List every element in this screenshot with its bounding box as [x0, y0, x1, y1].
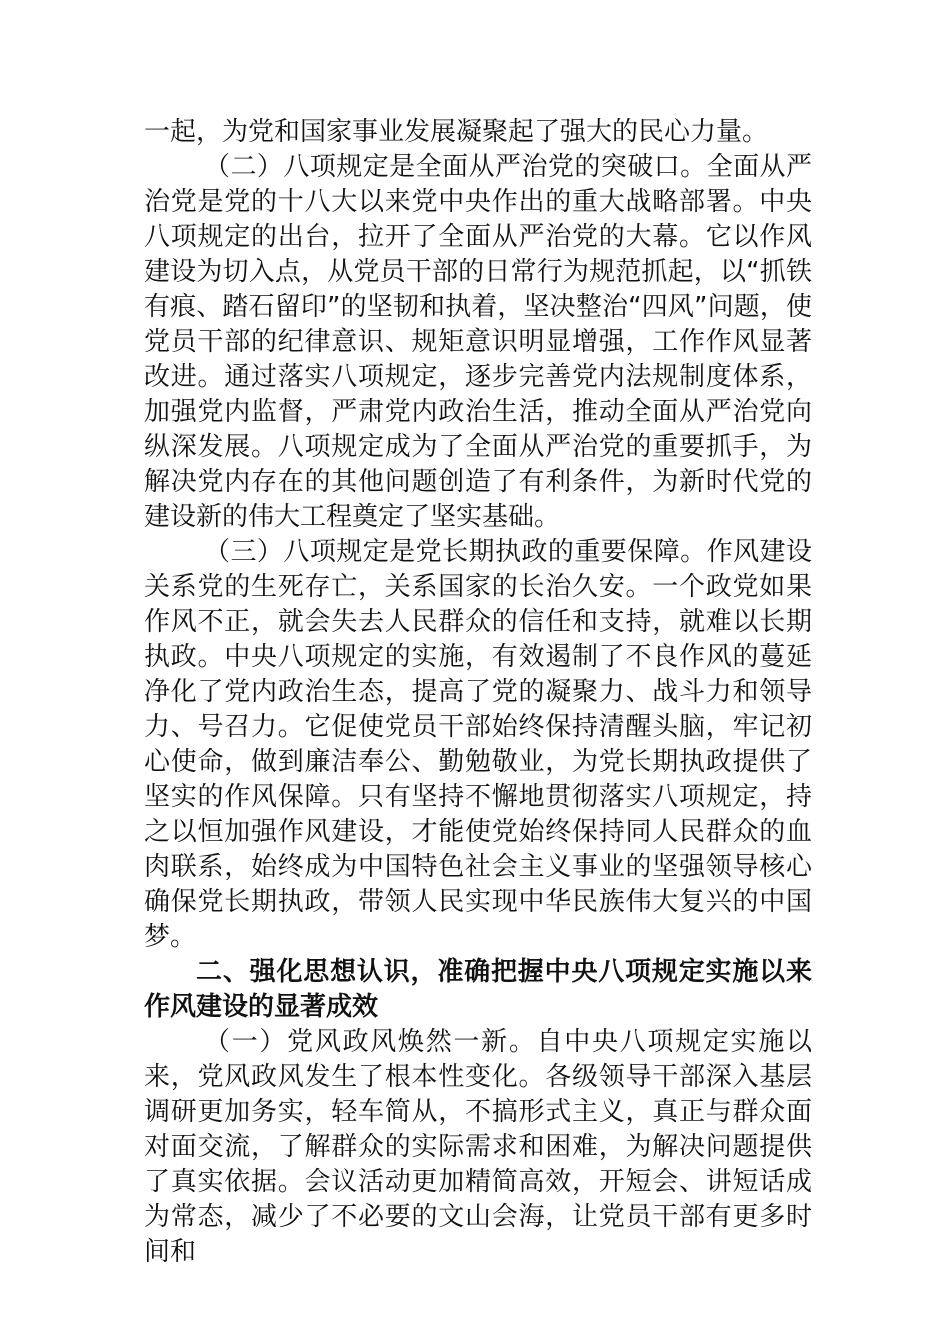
- paragraph-continuation: 一起，为党和国家事业发展凝聚起了强大的民心力量。: [144, 117, 769, 147]
- paragraph-point-three: （三）八项规定是党长期执政的重要保障。作风建设关系党的生死存亡，关系国家的长治久安。一个政党如果作风不正，就会失去人民群众的信任和支持，就难以长期执政。中央八项规定的实施，有效遏制了不良作风的蔓延净化了党内政治生态，提高了党的凝聚力、战斗力和领导力、号召力。它促使党员干部始终保持清醒头脑，牢记初心使命，做到廉洁奉公、勤勉敬业，为党长期执政提供了坚实的作风保障。只有坚持不懈地贯彻落实八项规定，持之以恒加强作风建设，才能使党始终保持同人民群众的血肉联系，始终成为中国特色社会主义事业的坚强领导核心确保党长期执政，带领人民实现中华民族伟大复兴的中国梦。: [144, 537, 812, 952]
- document-body: [144, 115, 812, 1270]
- paragraph-point-two: （二）八项规定是全面从严治党的突破口。全面从严治党是党的十八大以来党中央作出的重大战略部署。中央八项规定的出台，拉开了全面从严治党的大幕。它以作风建设为切入点，从党员干部的日常行为规范抓起，以“抓铁有痕、踏石留印”的坚韧和执着，坚决整治“四风”问题，使党员干部的纪律意识、规矩意识明显增强，工作作风显著改进。通过落实八项规定，逐步完善党内法规制度体系，加强党内监督，严肃党内政治生活，推动全面从严治党向纵深发展。八项规定成为了全面从严治党的重要抓手，为解决党内存在的其他问题创造了有利条件，为新时代党的建设新的伟大工程奠定了坚实基础。: [144, 152, 812, 532]
- paragraph-point-one: （一）党风政风焕然一新。自中央八项规定实施以来，党风政风发生了根本性变化。各级领导干部深入基层调研更加务实，轻车简从，不搞形式主义，真正与群众面对面交流，了解群众的实际需求和困难，为解决问题提供了真实依据。会议活动更加精简高效，开短会、讲短话成为常态，减少了不必要的文山会海，让党员干部有更多时间和: [144, 1027, 812, 1267]
- section-heading: 二、强化思想认识，准确把握中央八项规定实施以来作风建设的显著成效: [144, 957, 812, 1022]
